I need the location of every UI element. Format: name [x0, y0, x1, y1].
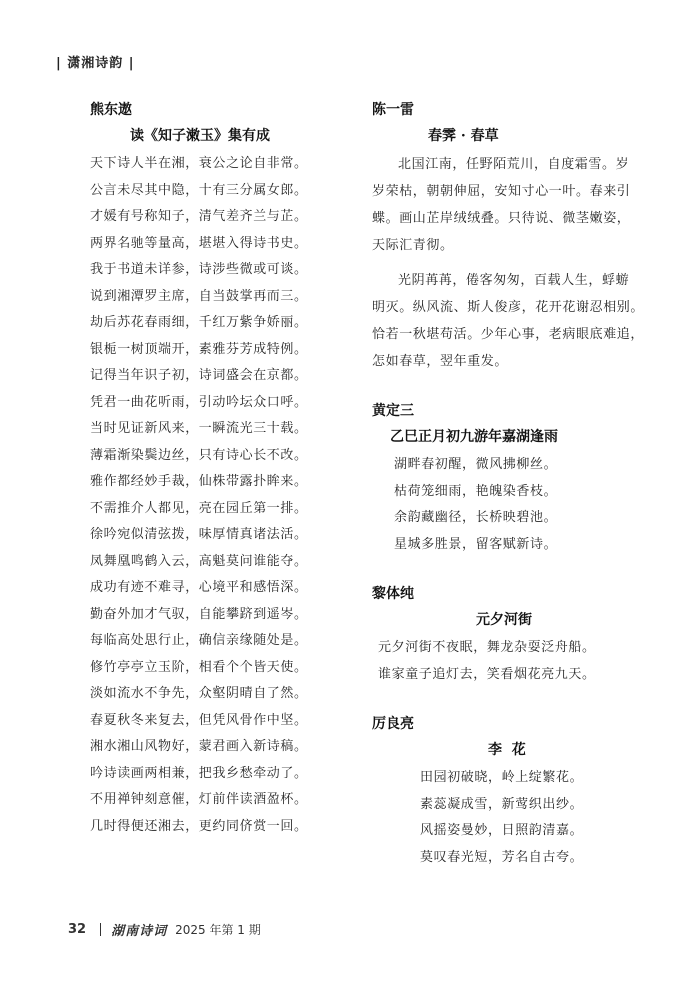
- footer-divider: [100, 923, 101, 936]
- poem-title: 李 花: [488, 742, 526, 758]
- page-number: 32: [68, 922, 87, 937]
- poem-author: 黄定三: [372, 403, 414, 419]
- verse-line: 淡如流水不争先，众壑阴晴自了然。: [90, 686, 308, 701]
- verse-line: 元夕河街不夜眠，舞龙杂耍泛舟船。: [378, 640, 596, 655]
- poem-title: 乙巳正月初九游年嘉湖逢雨: [390, 429, 558, 445]
- poem-body: [372, 765, 642, 871]
- verse-line: 公言未尽其中隐，十有三分属女郎。: [90, 182, 308, 198]
- verse-line: 湘水湘山风物好，蒙君画入新诗稿。: [90, 739, 308, 754]
- verse-line: 余韵藏幽径，长桥映碧池。: [394, 510, 558, 525]
- verse-line: 徐吟宛似清弦拨，味厚情真诸法活。: [90, 527, 308, 542]
- verse-line: 雅作都经妙手裁，仙株带露扑眸来。: [90, 474, 308, 489]
- verse-line: 田园初破晓，岭上绽繁花。: [420, 770, 584, 785]
- verse-line: 每临高处思行止，确信亲缘随处是。: [90, 633, 308, 648]
- verse-line: 枯荷笼细雨，艳魄染香枝。: [394, 483, 558, 499]
- verse-line: 勤奋外加才气驭，自能攀跻到遥岑。: [90, 606, 308, 622]
- poem-author: 厉良亮: [372, 716, 414, 732]
- verse-line: 星城多胜景，留客赋新诗。: [394, 536, 558, 552]
- verse-line: 谁家童子追灯去，笑看烟花亮九天。: [378, 666, 596, 682]
- verse-line: 莫叹春光短，芳名自古夸。: [420, 849, 584, 865]
- poem-title: 春霁 · 春草: [428, 128, 499, 144]
- verse-line: 当时见证新风来，一瞬流光三十载。: [90, 421, 308, 436]
- verse-line: 素蕊凝成雪，新莺织出纱。: [420, 796, 584, 812]
- verse-line: 恰若一秋堪苟活。少年心事，老病眼底难追，: [372, 327, 645, 342]
- verse-line: 银栀一树顶端开，素雅芬芳成特例。: [90, 341, 308, 357]
- verse-line: 薄霜渐染鬓边丝，只有诗心长不改。: [90, 447, 308, 463]
- verse-line: 记得当年识子初，诗词盛会在京都。: [90, 368, 308, 383]
- poem-li-ti: [372, 584, 642, 688]
- poem-author: 陈一雷: [372, 102, 414, 118]
- verse-line: 北国江南，任野陌荒川，自度霜雪。岁: [398, 157, 630, 172]
- verse-line: 怎如春草，翌年重发。: [372, 354, 509, 369]
- verse-line: 光阴苒苒，倦客匆匆，百载人生，蜉蝣: [398, 273, 630, 288]
- verse-line: 岁荣枯，朝朝伸屈，安知寸心一叶。春来引: [372, 184, 631, 199]
- verse-line: 凤舞凰鸣鹤入云，高魁莫问谁能夺。: [90, 553, 308, 569]
- verse-line: 成功有迹不难寻，心境平和感悟深。: [90, 580, 308, 595]
- poem-title: 读《知子潄玉》集有成: [130, 128, 270, 144]
- verse-line: 不用禅钟刻意催，灯前伴读酒盈杯。: [90, 792, 308, 807]
- issue-label: 2025 年第 1 期: [175, 923, 261, 937]
- verse-line: 蝶。画山芷岸绒绒叠。只待说、微茎嫩姿，: [372, 211, 631, 226]
- verse-line: 春夏秋冬来复去，但凭风骨作中坚。: [90, 712, 308, 728]
- verse-line: 天下诗人半在湘，衰公之论自非常。: [90, 156, 308, 171]
- section-tag: | 潇湘诗韵 |: [56, 56, 135, 71]
- left-column: [90, 100, 330, 840]
- poem-author: 黎体纯: [372, 586, 414, 602]
- poem-chen: [372, 100, 645, 375]
- poem-author: 熊东遨: [90, 102, 132, 118]
- verse-line: 天际汇青彻。: [372, 238, 454, 253]
- stanza: [372, 267, 645, 375]
- stanza: [372, 151, 630, 259]
- poem-body: [372, 151, 645, 375]
- poem-body: [90, 151, 330, 840]
- right-column: [372, 100, 645, 897]
- verse-line: 我于书道未详参，诗涉些微或可谈。: [90, 262, 308, 277]
- verse-line: 修竹亭亭立玉阶，相看个个皆天使。: [90, 659, 308, 675]
- verse-line: 两界名驰等量高，堪堪入得诗书史。: [90, 235, 308, 251]
- poem-body: [372, 452, 642, 558]
- verse-line: 湖畔春初醒，微风拂柳丝。: [394, 457, 558, 472]
- verse-line: 不需推介人都见，亮在园丘第一排。: [90, 500, 308, 516]
- verse-line: 说到湘潭罗主席，自当鼓掌再而三。: [90, 288, 308, 304]
- verse-line: 吟诗读画两相兼，把我乡愁牵动了。: [90, 765, 308, 781]
- magazine-name: 湖南诗词: [111, 924, 168, 939]
- page-footer: [68, 920, 261, 939]
- verse-line: 才媛有号称知子，清气差齐兰与芷。: [90, 209, 308, 224]
- poem-li-liang: [372, 714, 642, 871]
- verse-line: 凭君一曲花听雨，引动吟坛众口呼。: [90, 394, 308, 410]
- verse-line: 风摇姿曼妙，日照韵清嘉。: [420, 823, 584, 838]
- poem-body: [372, 635, 642, 688]
- poem-title: 元夕河街: [476, 612, 532, 628]
- verse-line: 明灭。纵风流、斯人俊彦，花开花谢忍相别。: [372, 300, 645, 315]
- verse-line: 劫后苏花春雨细，千红万紫争娇丽。: [90, 315, 308, 330]
- poem-huang: [372, 401, 642, 558]
- verse-line: 几时得便还湘去，更约同侪赏一回。: [90, 818, 308, 834]
